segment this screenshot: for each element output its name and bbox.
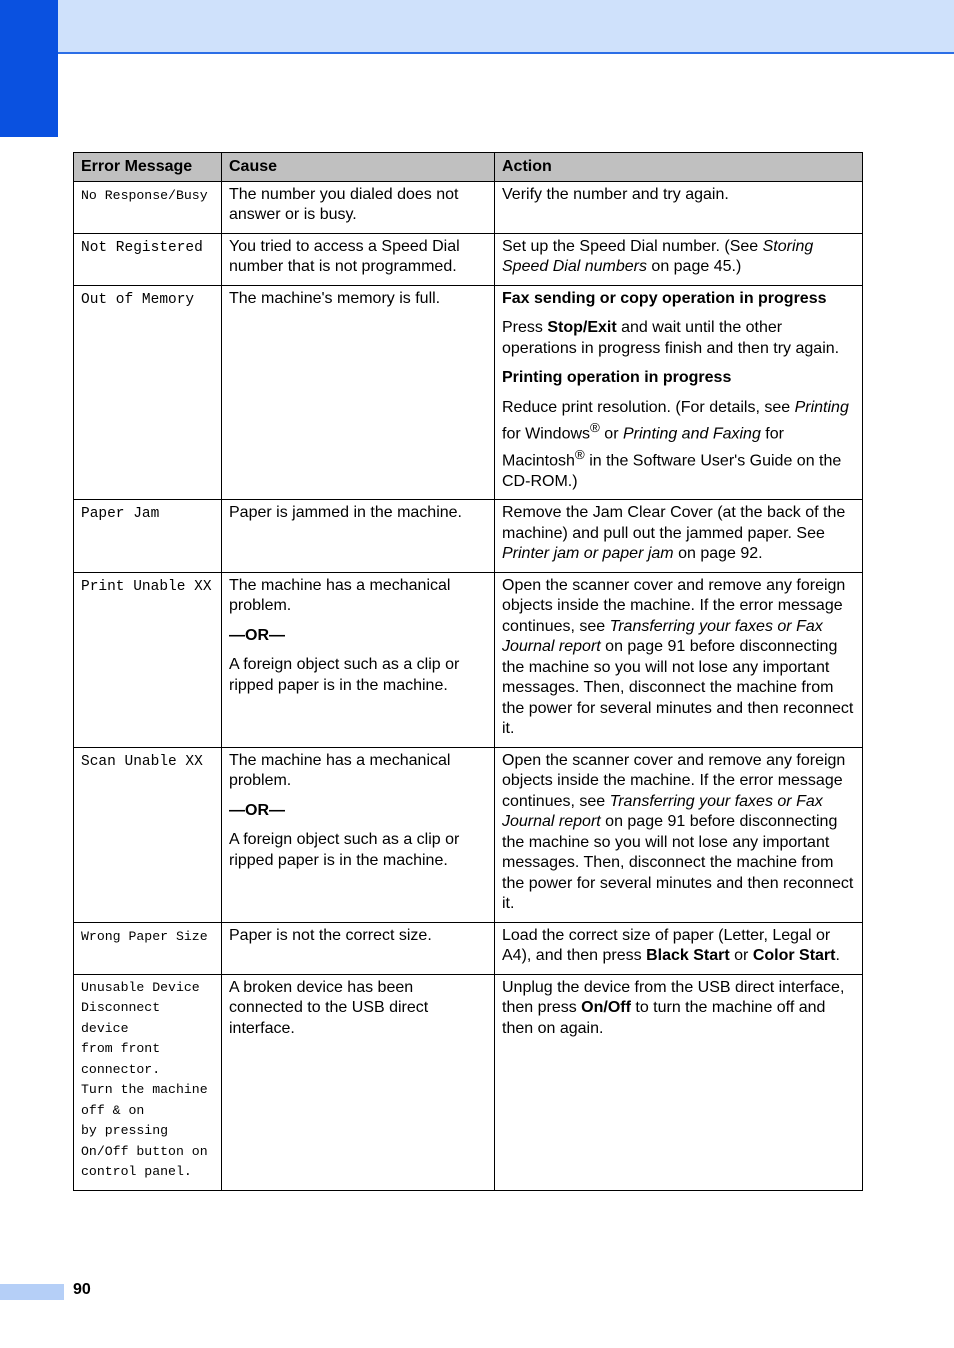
table-row [74,747,863,922]
table-row [74,572,863,747]
error-message-cell [74,500,222,573]
error-message-table [73,152,863,1191]
chapter-tab [0,0,58,137]
table-row [74,181,863,233]
error-message-cell [74,974,222,1190]
action-subheading: Fax sending or copy operation in progress [502,289,827,307]
error-message-line: control panel. [81,1164,192,1180]
table-row [74,500,863,573]
error-message-line: by pressing [81,1123,169,1139]
or-separator: —OR— [229,801,285,819]
table-row [74,233,863,285]
error-message-cell [74,233,222,285]
error-message-text: Not Registered [81,239,203,256]
error-message-line: off & on [81,1102,145,1118]
action-cell: Remove the Jam Clear Cover (at the back of the machine) and pull out the jammed paper. See Printer jam or paper jam on page 92. [495,500,863,573]
table-row [74,285,863,500]
header-error-message: Error Message [74,153,222,182]
action-cell: Open the scanner cover and remove any foreign objects inside the machine. If the error message continues, see Transferring your faxes or Fax Journal report on page 91 before disconnecting the machine so you will not lose any important messages. Then, disconnect the machine from the power for several minutes and then reconnect it. [495,747,863,922]
action-cell [495,285,863,500]
error-message-text: Scan Unable XX [81,753,203,770]
error-message-text: Wrong Paper Size [81,928,208,944]
button-name: Stop/Exit [547,319,617,336]
error-message-text: Paper Jam [81,506,160,523]
error-message-line: Turn the machine [81,1082,208,1098]
table-header-row [74,153,863,182]
button-name: Color Start [752,947,836,965]
cross-reference: Printing and Faxing [622,425,761,443]
or-separator: —OR— [229,626,285,644]
error-message-text: Print Unable XX [81,578,212,595]
registered-mark: ® [574,446,585,462]
error-message-line: Disconnect device [81,1000,169,1036]
cross-reference: Transferring your faxes or Fax Journal report [502,617,823,656]
page-number: 90 [73,1281,91,1298]
header-band [58,0,954,54]
action-cell: Set up the Speed Dial number. (See Storing Speed Dial numbers on page 45.) [495,233,863,285]
footer-tab [0,1284,64,1300]
action-cell: Verify the number and try again. [495,181,863,233]
cause-cell: The machine has a mechanical problem. —OR— A foreign object such as a clip or ripped paper is in the machine. [222,572,495,747]
action-subheading: Printing operation in progress [502,369,732,386]
action-cell: Open the scanner cover and remove any foreign objects inside the machine. If the error message continues, see Transferring your faxes or Fax Journal report on page 91 before disconnecting the machine so you will not lose any important messages. Then, disconnect the machine from the power for several minutes and then reconnect it. [495,572,863,747]
error-message-text: Out of Memory [81,291,195,308]
button-name: Black Start [646,947,730,965]
table-row [74,974,863,1190]
cause-cell: The number you dialed does not answer or is busy. [222,181,495,233]
action-paragraph: Press Stop/Exit and wait until the other operations in progress finish and then try again. [502,319,840,357]
error-message-line: Unusable Device [81,979,200,995]
error-message-cell [74,922,222,974]
error-message-line: connector. [81,1061,161,1077]
action-cell: Load the correct size of paper (Letter, Legal or A4), and then press Black Start or Color Start. [495,922,863,974]
error-message-cell [74,572,222,747]
table-row [74,922,863,974]
error-message-cell [74,181,222,233]
cause-cell: Paper is not the correct size. [222,922,495,974]
cause-cell: The machine has a mechanical problem. —OR— A foreign object such as a clip or ripped paper is in the machine. [222,747,495,922]
error-message-text: No Response/Busy [81,187,208,203]
header-action: Action [495,153,863,182]
error-message-line: from front [81,1041,161,1057]
error-message-cell [74,747,222,922]
cross-reference: Transferring your faxes or Fax Journal report [502,792,823,831]
cause-cell: You tried to access a Speed Dial number that is not programmed. [222,233,495,285]
error-message-cell [74,285,222,500]
cause-cell: Paper is jammed in the machine. [222,500,495,573]
registered-mark: ® [590,420,600,435]
cause-cell: A broken device has been connected to the USB direct interface. [222,974,495,1190]
error-message-line: On/Off button on [81,1143,208,1159]
header-cause: Cause [222,153,495,182]
action-paragraph: Reduce print resolution. (For details, see Printing for Windows® or Printing and Faxing for Macintosh® in the Software User's Guide on the CD-ROM.) [502,398,849,490]
cross-reference: Printing [794,398,849,416]
cause-cell: The machine's memory is full. [222,285,495,500]
cross-reference: Storing Speed Dial numbers [502,237,814,275]
button-name: On/Off [581,999,631,1017]
action-cell: Unplug the device from the USB direct interface, then press On/Off to turn the machine off and then on again. [495,974,863,1190]
cross-reference: Printer jam or paper jam [502,545,674,563]
